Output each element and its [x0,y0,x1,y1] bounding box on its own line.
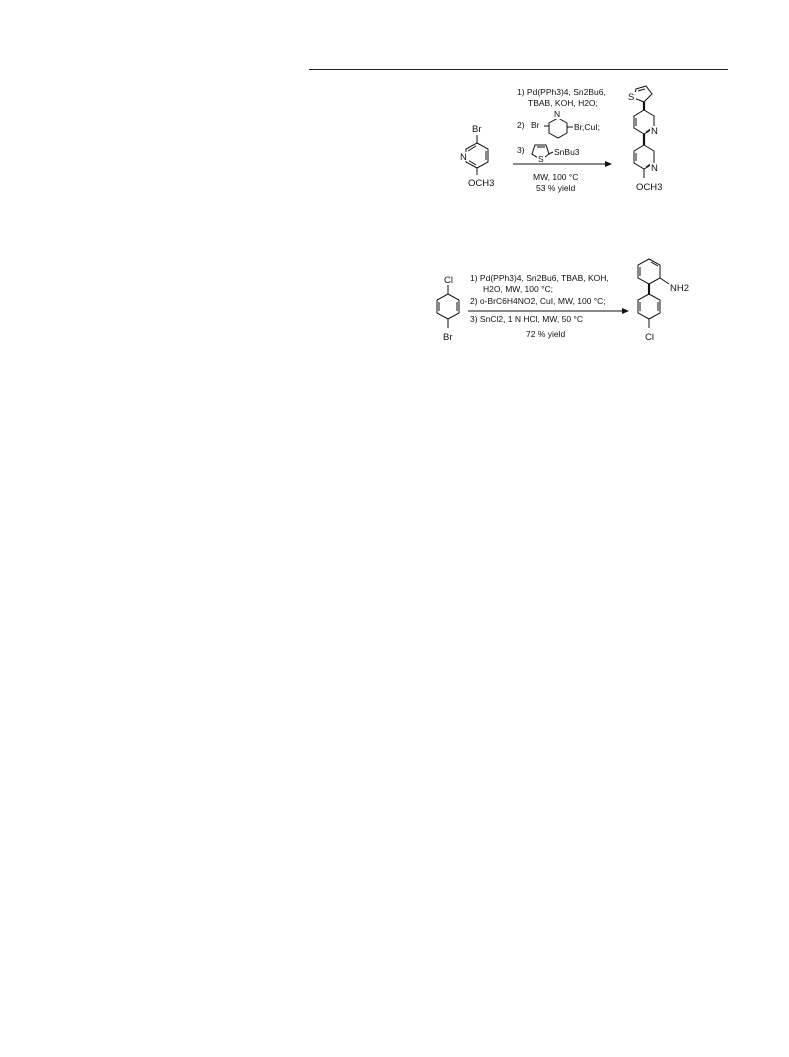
scheme2-reactant-br: Br [443,332,453,343]
scheme2-reactant [437,275,459,343]
scheme1-step3-prefix: 3) [517,145,525,155]
scheme2-product-nh2: NH2 [670,283,690,294]
scheme1-reactant [459,124,494,189]
scheme2-product-cl: Cl [645,332,654,343]
scheme1-conditions [517,87,606,193]
scheme1-step2-left: Br [531,120,540,130]
scheme2-product [638,259,689,343]
scheme1-product-n2: N [651,163,658,174]
scheme1-step3-s: S [538,154,544,164]
scheme2-cond-line3: 2) o-BrC6H4NO2, CuI, MW, 100 °C; [470,296,606,306]
scheme1-product-och3: OCH3 [636,182,663,193]
scheme2-cond-line4: 3) SnCl2, 1 N HCl, MW, 50 °C [470,314,583,324]
scheme1-reactant-och3: OCH3 [468,178,495,189]
scheme1-reactant-br: Br [472,124,482,135]
scheme1-step2-right: Br,CuI; [574,122,600,132]
scheme2-reactant-cl: Cl [444,275,453,286]
scheme1-cond-mw: MW, 100 °C [533,172,579,182]
scheme1-cond-yield: 53 % yield [536,183,576,193]
scheme1-cond-line1: 1) Pd(PPh3)4, Sn2Bu6, [517,87,606,97]
scheme-1 [459,86,662,193]
scheme2-cond-yield: 72 % yield [526,329,566,339]
scheme1-product-s: S [628,92,635,103]
scheme2-arrowhead [622,308,629,314]
scheme2-cond-line1: 1) Pd(PPh3)4, Sn2Bu6, TBAB, KOH, [470,273,609,283]
scheme1-reactant-n: N [460,152,467,163]
scheme1-step2-n: N [554,109,561,119]
scheme-2 [437,259,689,343]
scheme1-cond-line2: TBAB, KOH, H2O; [528,98,598,108]
scheme1-arrowhead [605,161,612,167]
scheme1-step3-reagent: SnBu3 [554,147,580,157]
scheme1-step2-prefix: 2) [517,120,525,130]
scheme2-cond-line2: H2O, MW, 100 °C; [483,284,554,294]
scheme1-product-n1: N [651,126,658,137]
scheme2-conditions [470,273,609,339]
scheme1-product [627,86,662,193]
